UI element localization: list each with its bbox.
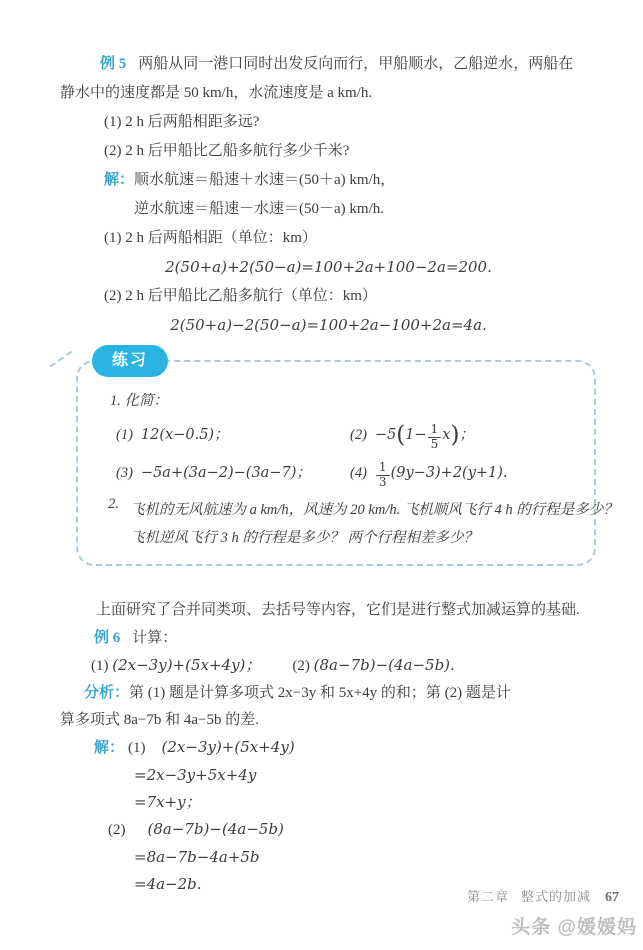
solution2-number: (2) (108, 822, 126, 838)
fraction-denominator: 3 (378, 474, 387, 489)
solution2-step1: =8a−7b−4a+5b (134, 848, 260, 866)
fraction-one-fifth (428, 423, 442, 452)
example5-question1: (1) 2 h 后两船相距多远? (104, 114, 260, 130)
practice-box (76, 352, 618, 566)
fraction-denominator: 5 (430, 436, 439, 451)
practice-item2-line2: 飞机逆风飞行 3 h 的行程是多少？ 两个行程相差多少？ (130, 530, 478, 546)
footer-section: 整式的加减 (520, 889, 591, 904)
example5-intro-line1 (60, 50, 597, 79)
example6-questions (60, 652, 597, 680)
practice-item2-text (130, 496, 618, 552)
dashed-connector-decoration (50, 351, 72, 368)
problem2-inner-pre: 1− (405, 427, 427, 443)
solution-text1: 顺水航速＝船速＋水速＝(50＋a) km/h， (134, 172, 396, 188)
practice-row2 (100, 454, 578, 492)
practice-item2-line1: 飞机的无风航速为 a km/h，风速为 20 km/h. 飞机顺风飞行 4 h 的行程是多少？ (130, 502, 618, 518)
q1-number: (1) (91, 658, 109, 674)
problem2-coefficient: −5 (374, 427, 397, 443)
practice-problem1 (116, 416, 350, 454)
example5-solution-line1 (60, 166, 597, 195)
problem2-punctuation: ； (459, 427, 474, 443)
problem2-number: (2) (350, 427, 367, 443)
example5-intro-line2: 静水中的速度都是 50 km/h，水流速度是 a km/h. (60, 85, 373, 101)
example5-label: 例 5 (100, 56, 127, 72)
example6-q1 (91, 658, 260, 674)
practice-badge: 练习 (92, 345, 168, 377)
page-footer (467, 886, 619, 906)
solution2-step2: =4a−2b. (134, 875, 202, 893)
problem3-number: (3) (116, 465, 133, 481)
q1-expression: (2x−3y)+(5x+4y)； (112, 656, 261, 674)
practice-content (100, 386, 618, 552)
problem4-body: (9y−3)+2(y+1). (390, 465, 508, 481)
example5-question2: (2) 2 h 后甲船比乙船多航行多少千米? (104, 143, 350, 159)
practice-item1-head (100, 386, 578, 416)
example6-heading (60, 625, 597, 652)
problem4-number: (4) (350, 465, 367, 481)
analysis-line1 (60, 680, 597, 707)
watermark: 头条 @媛媛妈 (511, 917, 637, 938)
problem2-open-paren: ( (396, 422, 406, 448)
problem1-expression: 12(x−0.5)； (140, 427, 229, 443)
practice-item2 (100, 496, 618, 552)
problem3-expression: −5a+(3a−2)−(3a−7)； (140, 465, 311, 481)
example5-block (60, 50, 597, 340)
example6-q2 (292, 658, 454, 674)
solution1-step2: =7x+y； (134, 793, 201, 811)
practice-item1-title: 化简： (124, 393, 168, 409)
example5-part2-equation: 2(50+a)−2(50−a)=100+2a−100+2a=4a. (170, 316, 487, 334)
example6-title: 计算： (132, 630, 178, 646)
problem2-close-paren: ) (450, 422, 460, 448)
example5-intro-text: 两船从同一港口同时出发反向而行，甲船顺水，乙船逆水，两船在 (138, 56, 574, 72)
fraction-numerator: 1 (428, 423, 442, 438)
analysis-text1: 第 (1) 题是计算多项式 2x−3y 和 5x+4y 的和；第 (2) 题是计 (129, 685, 511, 701)
example6-solution1-head (60, 734, 597, 762)
practice-row1 (100, 416, 578, 454)
practice-problem4 (350, 454, 578, 492)
transition-paragraph (60, 596, 597, 625)
practice-problem3 (116, 454, 350, 492)
fraction-numerator: 1 (376, 461, 390, 476)
solution-label: 解： (94, 740, 125, 756)
example5-part1-equation: 2(50+a)+2(50−a)=100+2a+100−2a=200. (165, 258, 492, 276)
q2-number: (2) (292, 658, 310, 674)
practice-item1-number: 1. (110, 393, 121, 409)
example6-label: 例 6 (94, 630, 121, 646)
example5-part1-text: (1) 2 h 后两船相距（单位：km） (104, 230, 317, 246)
solution1-expression: (2x−3y)+(5x+4y) (161, 738, 295, 756)
solution2-expression: (8a−7b)−(4a−5b) (147, 820, 284, 838)
paragraph-text: 上面研究了合并同类项、去括号等内容，它们是进行整式加减运算的基础. (96, 602, 580, 618)
practice-problem2 (350, 416, 578, 454)
solution1-number: (1) (128, 740, 146, 756)
problem2-expression (374, 421, 474, 451)
q2-expression: (8a−7b)−(4a−5b). (313, 656, 455, 674)
solution1-step1: =2x−3y+5x+4y (134, 766, 257, 784)
example5-part2-text: (2) 2 h 后甲船比乙船多航行（单位：km） (104, 288, 377, 304)
analysis-line2: 算多项式 8a−7b 和 4a−5b 的差. (60, 712, 259, 728)
solution-label: 解： (104, 172, 135, 188)
example6-block (60, 625, 597, 898)
example5-solution-line2: 逆水航速＝船速－水速＝(50－a) km/h. (134, 201, 384, 217)
practice-item2-number: 2. (108, 496, 119, 512)
analysis-label: 分析： (84, 685, 130, 701)
problem2-variable: x (442, 427, 451, 443)
footer-chapter: 第二章 (466, 889, 509, 904)
page-number: 67 (605, 890, 619, 905)
problem4-expression (375, 459, 508, 489)
fraction-one-third (376, 461, 390, 490)
example6-solution2-head (60, 816, 597, 844)
problem1-number: (1) (116, 427, 133, 443)
